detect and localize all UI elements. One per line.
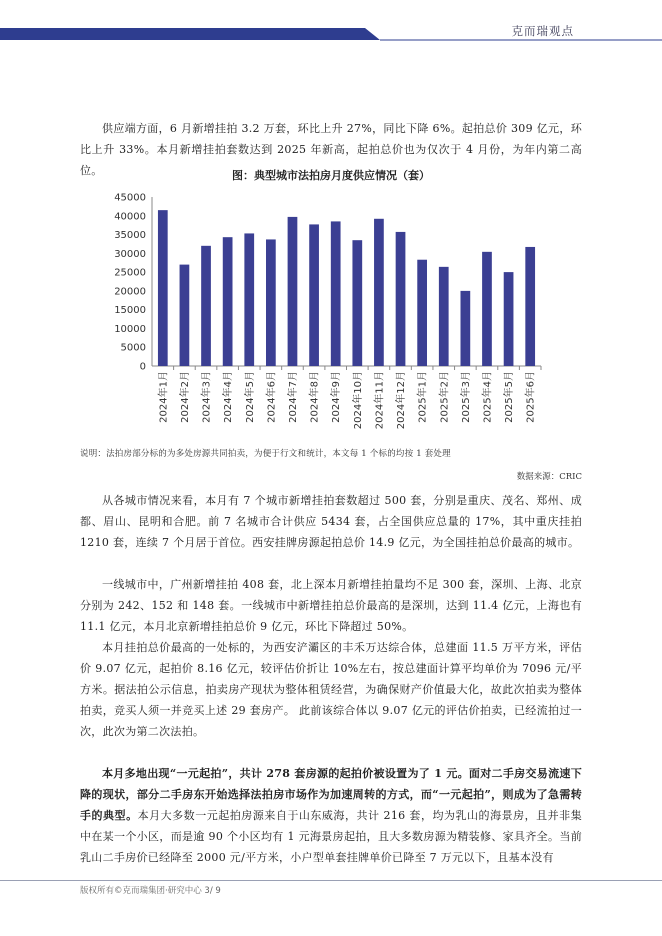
bar — [309, 224, 319, 366]
bar — [158, 210, 168, 366]
x-tick-label: 2024年6月 — [266, 371, 278, 423]
bar — [223, 237, 233, 366]
paragraph-one-yuan — [80, 763, 582, 868]
bar — [266, 239, 276, 366]
x-tick-label: 2025年2月 — [439, 371, 451, 423]
x-tick-label: 2025年6月 — [525, 371, 537, 423]
bar-chart — [0, 185, 662, 445]
x-tick-label: 2025年3月 — [460, 371, 472, 423]
x-tick-label: 2025年4月 — [482, 371, 494, 423]
paragraph-top-listing: 本月挂拍总价最高的一处标的，为西安浐灞区的丰禾万达综合体，总建面 11.5 万平方米，评估价 9.07 亿元，起拍价 8.16 亿元，较评估价折让 10%左右，按总建面计算平均单价为 7096 元/平方米。据法拍公示信息，拍卖房产现状为整体租赁经营，为确保财产价值最大化，故此次拍卖为整体拍卖，竞买人须一并竞买上述 29 套房产。 此前该综合体以 9.07 亿元的评估价拍卖，已经流拍过一次，此次为第二次法拍。 — [80, 641, 582, 738]
data-source: 数据来源：CRIC — [516, 472, 582, 482]
bar — [331, 221, 341, 366]
x-tick-label: 2024年8月 — [309, 371, 321, 423]
bar — [460, 291, 470, 366]
x-tick-label: 2024年10月 — [352, 371, 364, 430]
x-tick-label: 2024年1月 — [158, 371, 170, 423]
x-tick-label: 2024年11月 — [374, 371, 386, 430]
chart-note: 说明：法拍房部分标的为多处房源共同拍卖，为便于行文和统计，本文每 1 个标的均按 1 套处理 — [80, 449, 451, 459]
footer-copyright: 版权所有©克而瑞集团·研究中心 3/ 9 — [80, 886, 221, 896]
y-tick-label: 35000 — [114, 230, 146, 242]
chart-title: 图：典型城市法拍房月度供应情况（套） — [232, 169, 430, 182]
bar — [288, 217, 298, 366]
x-tick-label: 2025年1月 — [417, 371, 429, 423]
brand-label: 克而瑞观点 — [511, 24, 574, 38]
bar — [525, 247, 535, 366]
bar — [244, 233, 254, 366]
paragraph-supply: 供应端方面，6 月新增挂拍 3.2 万套，环比上升 27%，同比下降 6%。起拍总价 309 亿元，环比上升 33%。本月新增挂拍套数达到 2025 年新高，起拍总价也为仅次于 4 月份，为年内第二高位。 — [80, 122, 582, 177]
y-tick-label: 15000 — [114, 305, 146, 317]
bar — [180, 265, 190, 366]
x-tick-label: 2024年4月 — [223, 371, 235, 423]
x-tick-label: 2024年9月 — [331, 371, 343, 423]
bar — [504, 272, 514, 366]
bar — [374, 219, 384, 366]
bar — [396, 232, 406, 366]
paragraph-one-yuan-bold: 本月多地出现“一元起拍”，共计 278 套房源的起拍价被设置为了 1 元。面对二手房交易流速下降的现状，部分二手房东开始选择法拍房市场作为加速周转的方式，而“一元起拍”，则成为了急需转手的典型。 — [80, 767, 582, 822]
x-tick-label: 2025年5月 — [504, 371, 516, 423]
y-tick-label: 10000 — [114, 323, 146, 335]
bar — [482, 252, 492, 366]
paragraph-cities: 从各城市情况来看，本月有 7 个城市新增挂拍套数超过 500 套，分别是重庆、茂名、郑州、成都、眉山、昆明和合肥。前 7 名城市合计供应 5434 套，占全国供应总量的 17%，其中重庆挂拍 1210 套，连续 7 个月居于首位。西安挂牌房源起拍总价 14.9 亿元，为全国挂拍总价最高的城市。 — [80, 494, 582, 549]
bar — [417, 260, 427, 366]
y-tick-label: 20000 — [114, 286, 146, 298]
y-tick-label: 25000 — [114, 267, 146, 279]
y-tick-label: 0 — [139, 361, 146, 373]
x-tick-label: 2024年2月 — [179, 371, 191, 423]
x-tick-label: 2024年5月 — [244, 371, 256, 423]
footer-divider — [0, 880, 662, 881]
y-tick-label: 40000 — [114, 211, 146, 223]
bar — [439, 267, 449, 366]
y-tick-label: 30000 — [114, 248, 146, 260]
paragraph-tier1: 一线城市中，广州新增挂拍 408 套，北上深本月新增挂拍量均不足 300 套，深圳、上海、北京分别为 242、152 和 148 套。一线城市中新增挂拍总价最高的是深圳，达到 11.4 亿元，上海也有 11.1 亿元，本月北京新增挂拍总价 9 亿元，环比下降超过 50%。 — [80, 578, 582, 633]
bar — [201, 246, 211, 366]
x-tick-label: 2024年12月 — [396, 371, 408, 430]
bar — [352, 240, 362, 366]
x-tick-label: 2024年7月 — [287, 371, 299, 423]
x-tick-label: 2024年3月 — [201, 371, 213, 423]
y-tick-label: 5000 — [120, 342, 146, 354]
paragraph-one-yuan-rest: 本月大多数一元起拍房源来自于山东威海，共计 216 套，均为乳山的海景房，且并非集中在某一个小区，而是逾 90 个小区均有 1 元海景房起拍，且大多数房源为精装修、家具齐全。当前乳山二手房价已经降至 2000 元/平方米，小户型单套挂牌单价已降至 7 万元以下，且基本没有 — [80, 809, 583, 864]
y-tick-label: 45000 — [114, 192, 146, 204]
